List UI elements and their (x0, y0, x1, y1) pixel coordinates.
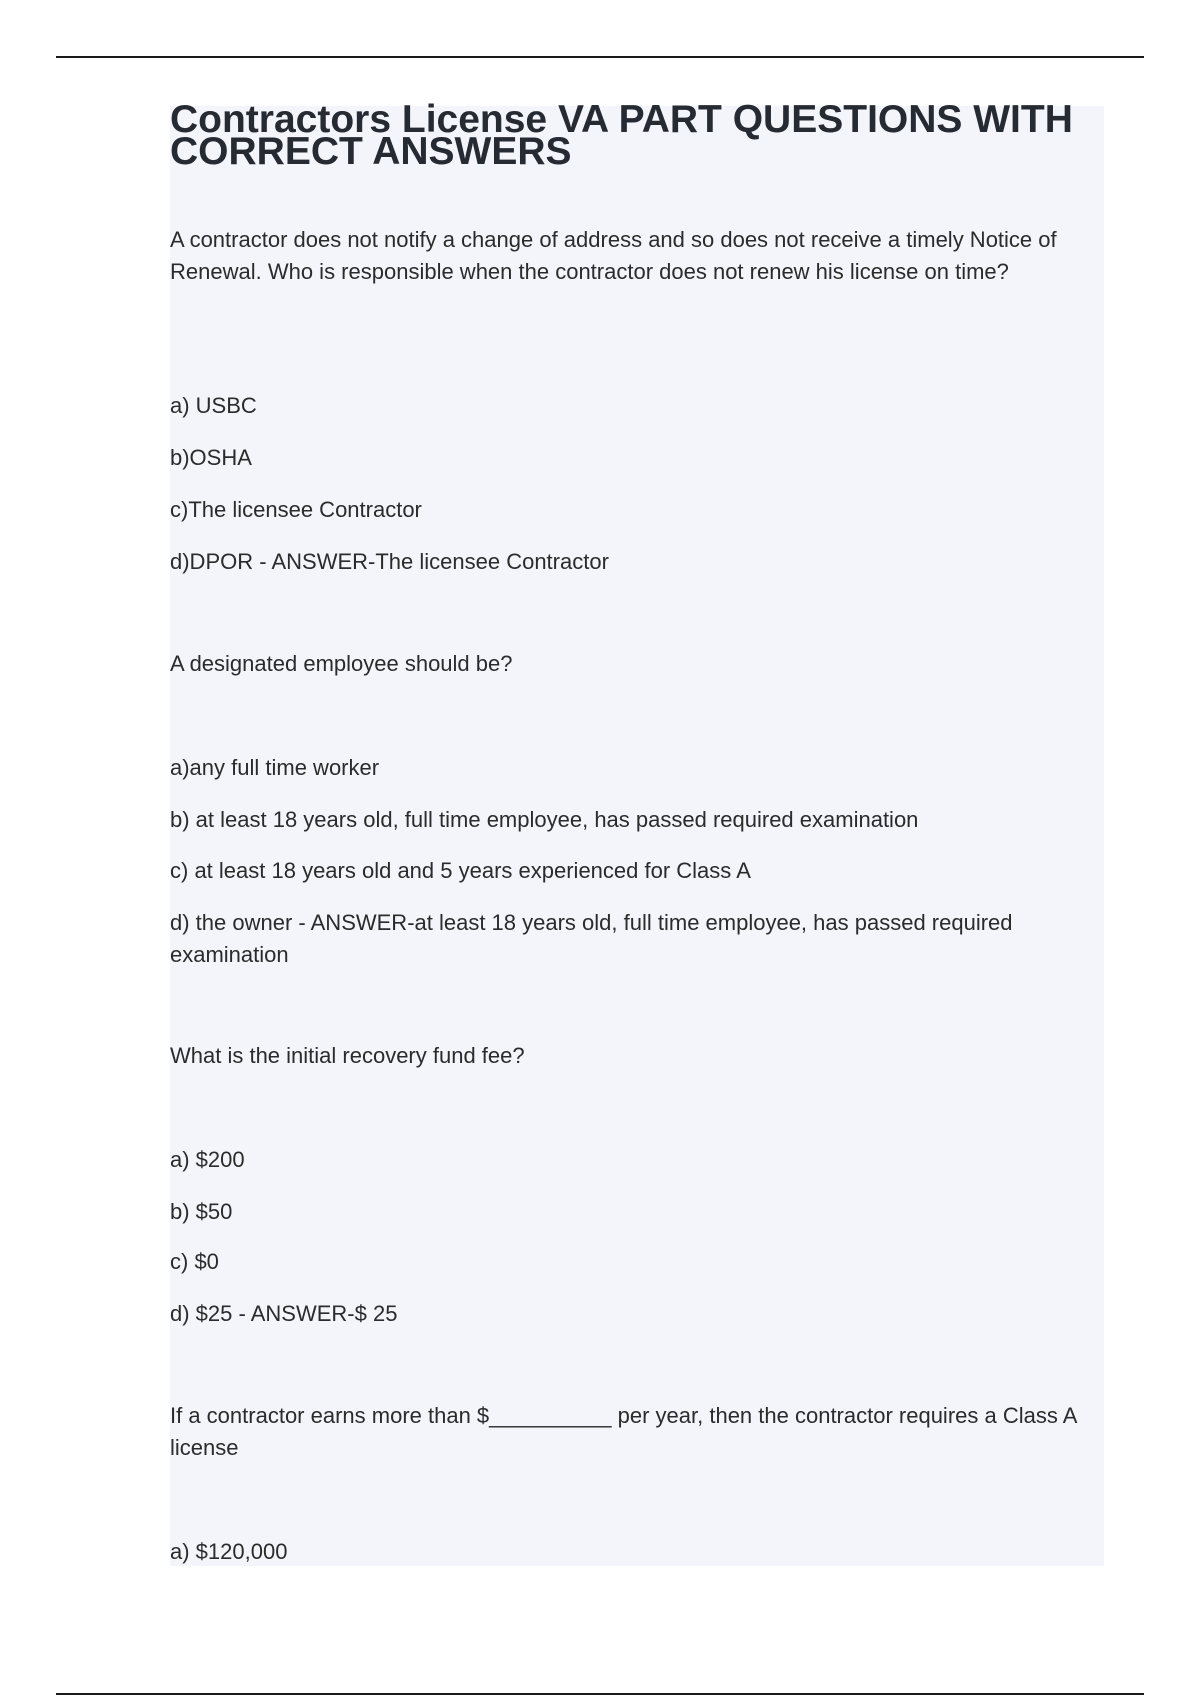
question-2-option-a: a)any full time worker (170, 755, 380, 780)
question-3-option-d-answer: d) $25 - ANSWER-$ 25 (170, 1301, 398, 1326)
top-rule (56, 56, 1144, 58)
question-3-option-a: a) $200 (170, 1147, 245, 1172)
question-2-text: A designated employee should be? (170, 651, 513, 676)
question-3-text: What is the initial recovery fund fee? (170, 1043, 525, 1068)
question-1-option-a: a) USBC (170, 393, 257, 418)
question-3-option-c: c) $0 (170, 1249, 219, 1274)
question-4-text: If a contractor earns more than $__________ per year, then the contractor requires a Class A license (170, 1403, 1083, 1460)
question-4-option-a: a) $120,000 (170, 1539, 288, 1564)
question-2-option-c: c) at least 18 years old and 5 years experienced for Class A (170, 858, 751, 883)
question-1-text: A contractor does not notify a change of address and so does not receive a timely Notice of Renewal. Who is responsible when the contractor does not renew his license on time? (170, 227, 1063, 284)
bottom-rule (56, 1693, 1144, 1695)
question-3-option-b: b) $50 (170, 1199, 233, 1224)
document-title: Contractors License VA PART QUESTIONS WITH CORRECT ANSWERS (170, 98, 1073, 173)
question-2-option-d-answer: d) the owner - ANSWER-at least 18 years old, full time employee, has passed required examination (170, 910, 1019, 967)
question-1-option-c: c)The licensee Contractor (170, 497, 422, 522)
question-1-option-d-answer: d)DPOR - ANSWER-The licensee Contractor (170, 549, 609, 574)
page-content-area (170, 106, 1104, 1566)
question-1-option-b: b)OSHA (170, 445, 252, 470)
question-2-option-b: b) at least 18 years old, full time employee, has passed required examination (170, 807, 919, 832)
